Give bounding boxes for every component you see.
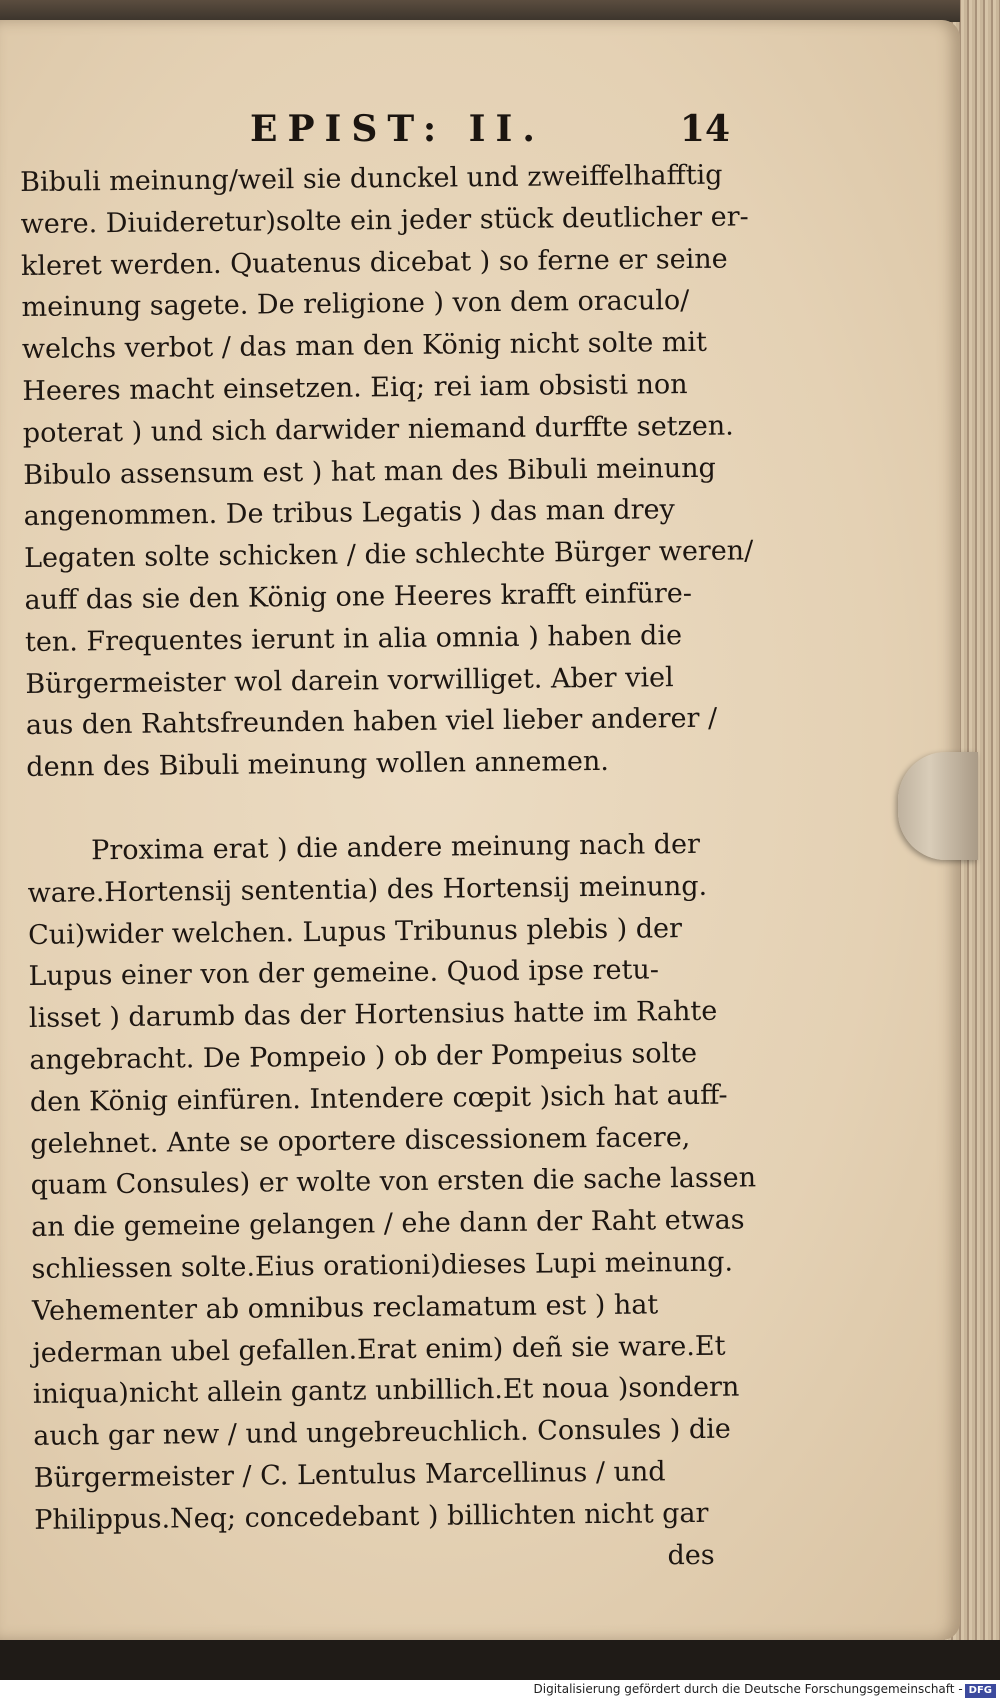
text-line: Heeres macht einsetzen. Eiq; rei iam obsisti non — [22, 369, 688, 407]
text-line: Bibuli meinung/weil sie dunckel und zweiffelhafftig — [20, 159, 723, 198]
text-line: jederman ubel gefallen.Erat enim) deñ sie ware.Et — [32, 1330, 726, 1369]
credit-text: Digitalisierung gefördert durch die Deutsche Forschungsgemeinschaft - — [533, 1682, 963, 1696]
text-line: lisset ) darumb das der Hortensius hatte im Rahte — [28, 995, 718, 1035]
book-clasp — [898, 752, 978, 860]
text-line: Lupus einer von der gemeine. Quod ipse retu- — [28, 954, 660, 993]
page-header — [250, 108, 730, 158]
text-block — [20, 154, 755, 1581]
text-line: auch gar new / und ungebreuchlich. Consules ) die — [33, 1413, 731, 1453]
bottom-band — [0, 1640, 1000, 1680]
text-line: schliessen solte.Eius orationi)dieses Lupi meinung. — [31, 1246, 734, 1285]
text-line: Bürgermeister / C. Lentulus Marcellinus / und — [33, 1456, 666, 1494]
text-line: Bürgermeister wol darein vorwilliget. Aber viel — [25, 661, 674, 700]
dfg-logo: DFG — [965, 1684, 996, 1698]
paragraph-2 — [27, 823, 757, 1541]
text-line: ware.Hortensij sententia) des Hortensij meinung. — [27, 870, 708, 909]
text-line: Legaten solte schicken / die schlechte Bürger weren/ — [23, 535, 754, 575]
text-line: meinung sagete. De religione ) von dem oraculo/ — [21, 285, 690, 324]
text-line: ten. Frequentes ierunt in alia omnia ) haben die — [24, 619, 683, 658]
text-line: gelehnet. Ante se oportere discessionem facere, — [30, 1121, 691, 1160]
text-line: were. Diuideretur)solte ein jeder stück deutlicher er- — [20, 201, 749, 240]
text-line: den König einfüren. Intendere cœpit )sich hat auff- — [29, 1079, 728, 1118]
text-line: Proxima erat ) die andere meinung nach der — [91, 828, 701, 867]
page-number: 14 — [679, 108, 730, 150]
text-line: angenommen. De tribus Legatis ) das man drey — [23, 494, 675, 533]
text-line: angebracht. De Pompeio ) ob der Pompeius solte — [29, 1037, 698, 1076]
text-line: aus den Rahtsfreunden haben viel lieber anderer / — [25, 703, 718, 742]
catchword-row — [34, 1534, 754, 1582]
text-line: poterat ) und sich darwider niemand durffte setzen. — [22, 410, 734, 449]
text-line: denn des Bibuli meinung wollen annemen. — [26, 746, 610, 784]
text-line: an die gemeine gelangen / ehe dann der Raht etwas — [30, 1204, 745, 1244]
text-line: Vehementer ab omnibus reclamatum est ) hat — [31, 1289, 659, 1327]
paragraph-gap — [27, 781, 747, 831]
text-line: Bibulo assensum est ) hat man des Bibuli meinung — [23, 452, 716, 491]
text-line: auff das sie den König one Heeres krafft einfüre- — [24, 577, 693, 616]
text-line: Cui)wider welchen. Lupus Tribunus plebis ) der — [27, 912, 683, 951]
paragraph-1 — [20, 154, 754, 788]
text-line: welchs verbot / das man den König nicht solte mit — [21, 327, 708, 366]
text-line: quam Consules) er wolte von ersten die sache lassen — [30, 1162, 757, 1202]
text-line: iniqua)nicht allein gantz unbillich.Et noua )sondern — [32, 1371, 740, 1411]
digitization-credit — [0, 1680, 1000, 1699]
running-title: EPIST: II. — [250, 108, 545, 150]
text-line: Philippus.Neq; concedebant ) billichten nicht gar — [34, 1497, 709, 1536]
text-line: kleret werden. Quatenus dicebat ) so ferne er seine — [20, 243, 728, 282]
catchword: des — [667, 1539, 715, 1571]
page-top-shadow — [0, 0, 960, 22]
